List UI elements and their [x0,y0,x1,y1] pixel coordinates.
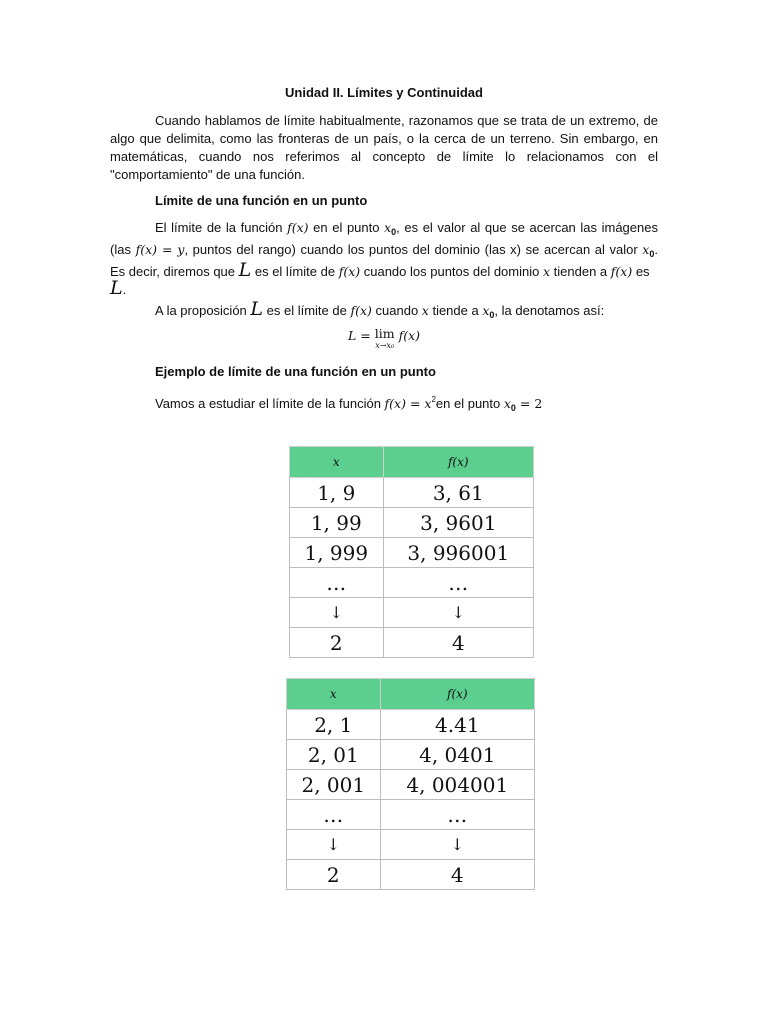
table-row [287,860,535,890]
page-title: Unidad II. Límites y Continuidad [285,85,483,100]
table-cell: 4 [380,860,534,890]
column-header-x: x [290,447,384,478]
down-arrow-icon: ↓ [287,830,381,860]
values-table-right [286,678,535,890]
table-cell: … [380,800,534,830]
table-cell: 3, 61 [383,478,533,508]
section-heading-example: Ejemplo de límite de una función en un punto [155,364,436,379]
table-row [287,770,535,800]
table-cell: 4 [383,628,533,658]
table-row [290,568,534,598]
column-header-fx: f(x) [380,679,534,710]
values-table-left [289,446,534,658]
table-cell: 2, 1 [287,710,381,740]
down-arrow-icon: ↓ [380,830,534,860]
limit-formula: L = lim x→x₀ f(x) [348,326,420,350]
table-cell: … [290,568,384,598]
table-cell: 2 [290,628,384,658]
table-row [287,830,535,860]
table-cell: 3, 9601 [383,508,533,538]
column-header-x: x [287,679,381,710]
definition-paragraph: El límite de la función f(x) en el punto $x_0$, es el valor al que se acercan las imágenes (las f(x) = y, puntos del rango) cuando los puntos del dominio (las x) se acercan al valor $x_0$. Es decir, diremos que L es el límite de f(x) cuando los puntos del dominio x tienden a f(x) es L. [110,220,658,299]
table-cell: 4, 004001 [380,770,534,800]
table-cell: 3, 996001 [383,538,533,568]
table-row [290,478,534,508]
table-cell: … [287,800,381,830]
table-cell: 1, 99 [290,508,384,538]
table-row [287,800,535,830]
table-cell: 1, 9 [290,478,384,508]
table-cell: 2, 01 [287,740,381,770]
section-heading-limit: Límite de una función en un punto [155,193,368,208]
example-paragraph: Vamos a estudiar el límite de la función $f(x) = x^2en$ el punto $x_0 = 2$ [155,395,543,413]
table-row [290,538,534,568]
table-cell: … [383,568,533,598]
table-row [290,598,534,628]
table-row [287,740,535,770]
table-cell: 4, 0401 [380,740,534,770]
table-row [287,710,535,740]
table-row [290,508,534,538]
table-row [290,628,534,658]
down-arrow-icon: ↓ [290,598,384,628]
down-arrow-icon: ↓ [383,598,533,628]
table-cell: 2, 001 [287,770,381,800]
column-header-fx: f(x) [383,447,533,478]
notation-paragraph: A la proposición L es el límite de f(x) cuando x tiende a $x_0$, la denotamos así: [155,298,605,320]
table-cell: 2 [287,860,381,890]
intro-paragraph: Cuando hablamos de límite habitualmente, razonamos que se trata de un extremo, de algo que delimita, como las fronteras de un país, o la cerca de un terreno. Sin embargo, en matemáticas, cuando nos referimos al concepto de límite lo relacionamos con el "comportamiento" de una función. [110,113,658,182]
table-cell: 1, 999 [290,538,384,568]
table-cell: 4.41 [380,710,534,740]
